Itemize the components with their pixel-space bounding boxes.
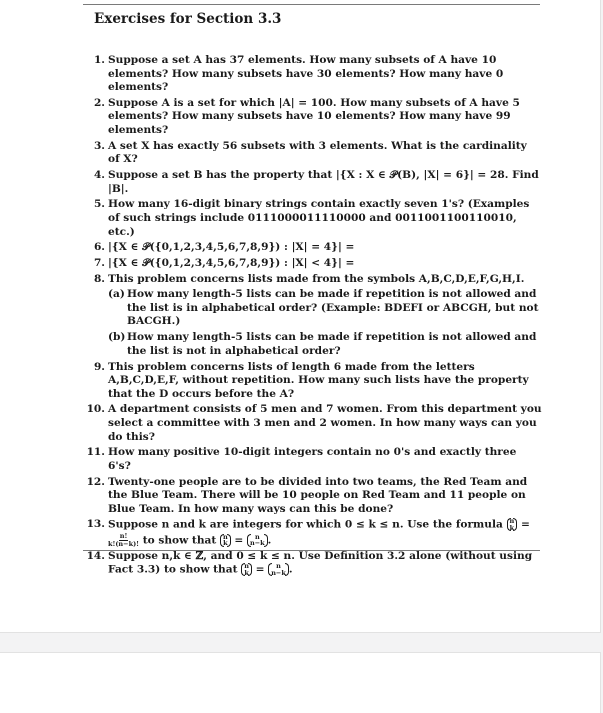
- exercise-5: 5. How many 16-digit binary strings contain exactly seven 1's? (Examples of such strings include 0111000011110000 and 0011001100110010, etc.): [93, 198, 530, 238]
- top-rule: [83, 4, 540, 5]
- factorial-fraction: $\frac{n!}{k!(n-k)!}$: [108, 531, 140, 548]
- emphasis-not: not: [186, 344, 206, 357]
- section-title: Exercises for Section 3.3: [94, 11, 282, 27]
- binomial-n-k: n k: [241, 563, 252, 576]
- next-page-card: [0, 652, 601, 713]
- exercise-12: 12. Twenty-one people are to be divided into two teams, the Red Team and the Blue Team. There will be 10 people on Red Team and 11 people on Blue Team. In how many ways can this be done?: [86, 475, 528, 515]
- exercise-13: 13. Suppose n and k are integers for which 0 ≤ k ≤ n. Use the formula n k = $\frac{n!}{k!(n-k)!}$ to show that n k = n n−k .: [86, 517, 530, 548]
- exercise-2: 2. Suppose A is a set for which |A| = 100. How many subsets of A have 5 elements? How many subsets have 10 elements? How many have 99 elements?: [93, 96, 520, 137]
- exercise-list: [86, 54, 542, 579]
- exercise-9: 9. This problem concerns lists of length 6 made from the letters A,B,C,D,E,F, without repetition. How many such lists have the property that the D occurs before the A?: [93, 360, 529, 400]
- exercise-1: 1. Suppose a set A has 37 elements. How many subsets of A have 10 elements? How many subsets have 30 elements? How many have 0 elements?: [93, 54, 504, 94]
- exercise-6: 6. |{X ∈ 𝒫({0,1,2,3,4,5,6,7,8,9}) : |X| = 4}| =: [93, 241, 355, 254]
- binomial-n-n-minus-k: n n−k: [268, 563, 289, 576]
- exercise-14: 14. Suppose n,k ∈ ℤ, and 0 ≤ k ≤ n. Use Definition 3.2 alone (without using Fact 3.3) to show that n k = n n−k .: [86, 549, 533, 577]
- exercise-8a: (a) How many length-5 lists can be made if repetition is not allowed and the list is in alphabetical order? (Example: BDEFI or ABCGH, but not BACGH.): [108, 288, 539, 328]
- binomial-n-k: n k: [507, 518, 518, 531]
- exercise-10: 10. A department consists of 5 men and 7 women. From this department you select a committee with 3 men and 2 women. In how many ways can you do this?: [86, 403, 542, 443]
- exercise-8b: (b) How many length-5 lists can be made if repetition is not allowed and the list is not in alphabetical order?: [108, 331, 537, 357]
- exercise-3: 3. A set X has exactly 56 subsets with 3 elements. What is the cardinality of X?: [93, 139, 527, 166]
- exercise-8-parts: [108, 288, 542, 358]
- exercise-7: 7. |{X ∈ 𝒫({0,1,2,3,4,5,6,7,8,9}) : |X| < 4}| =: [93, 256, 355, 269]
- binomial-n-k: n k: [220, 534, 231, 547]
- bottom-rule: [83, 550, 540, 551]
- exercise-4: 4. Suppose a set B has the property that |{X : X ∈ 𝒫(B), |X| = 6}| = 28. Find |B|.: [93, 169, 539, 195]
- exercise-8: 8. This problem concerns lists made from the symbols A,B,C,D,E,F,G,H,I. (a) How many length-5 lists can be made if repetition is not allowed and the list is in alphabetical order? (Example: BDEFI or ABCGH, but not BACGH.) (b) How many length-5 lists can be made if repetition is not allowed and the list is not in alphabetical order?: [86, 273, 542, 359]
- exercise-11: 11. How many positive 10-digit integers contain no 0's and exactly three 6's?: [86, 446, 517, 472]
- binomial-n-n-minus-k: n n−k: [247, 534, 268, 547]
